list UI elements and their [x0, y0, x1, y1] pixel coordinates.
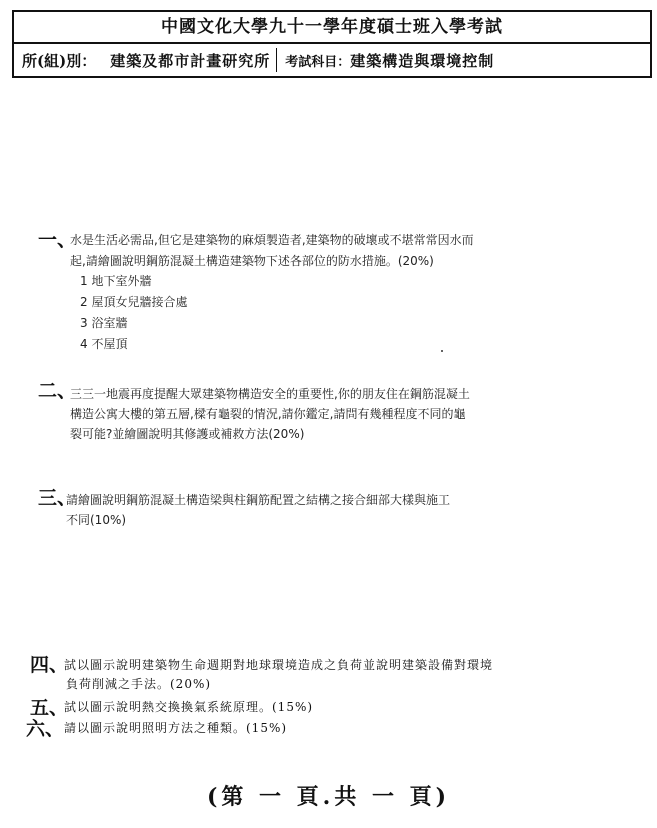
question-line: 試以圖示說明建築物生命週期對地球環境造成之負荷並說明建築設備對環境	[64, 658, 494, 672]
subitem: 4 不屋頂	[80, 337, 128, 351]
scan-speck	[441, 350, 443, 352]
dept-label: 所(組)別：	[22, 51, 97, 70]
question-subitems	[80, 271, 187, 355]
subitem: 3 浴室牆	[80, 316, 128, 330]
exam-header	[12, 10, 652, 78]
question-line: 三三一地震再度提醒大眾建築物構造安全的重要性,你的朋友住在鋼筋混凝土	[70, 387, 470, 401]
question-text	[70, 230, 474, 272]
question-text	[66, 490, 450, 530]
exam-title: 中國文化大學九十一學年度碩士班入學考試	[14, 12, 650, 44]
question-number: 六、	[26, 718, 65, 740]
question-line: 水是生活必需品,但它是建築物的麻煩製造者,建築物的破壞或不堪常常因水而	[70, 233, 474, 247]
question-number: 四、	[30, 654, 69, 676]
question-number: 五、	[30, 697, 69, 719]
question-line: 起,請繪圖說明鋼筋混凝土構造建築物下述各部位的防水措施。(20%)	[70, 254, 434, 268]
question-line: 請以圖示說明照明方法之種類。(15%)	[64, 721, 288, 735]
subject-label: 考試科目：	[285, 54, 351, 70]
question-line: 試以圖示說明熱交換換氣系統原理。(15%)	[64, 700, 314, 714]
question-line: 裂可能?並繪圖說明其修護或補救方法(20%)	[70, 427, 305, 441]
subitem: 2 屋頂女兒牆接合處	[80, 295, 188, 309]
exam-info-row	[14, 44, 650, 76]
question-line: 構造公寓大樓的第五層,樑有龜裂的情況,請你鑑定,請問有幾種程度不同的龜	[70, 407, 466, 421]
dept-value: 建築及都市計畫研究所	[110, 51, 271, 70]
question-line: 請繪圖說明鋼筋混凝土構造梁與柱鋼筋配置之結構之接合細部大樣與施工	[66, 493, 451, 507]
subject-value: 建築構造與環境控制	[350, 51, 495, 70]
question-number: 三、	[38, 487, 77, 509]
question-text	[64, 656, 493, 694]
question-line: 不同(10%)	[66, 513, 127, 527]
question-text	[64, 719, 287, 738]
subitem: 1 地下室外牆	[80, 274, 152, 288]
question-number: 一、	[38, 229, 77, 251]
divider	[276, 48, 277, 72]
question-number: 二、	[38, 380, 77, 402]
question-line: 負荷削減之手法。(20%)	[66, 677, 212, 691]
question-text	[64, 698, 313, 717]
question-text	[70, 384, 470, 444]
page-number-footer: (第 一 頁.共 一 頁)	[206, 784, 451, 810]
